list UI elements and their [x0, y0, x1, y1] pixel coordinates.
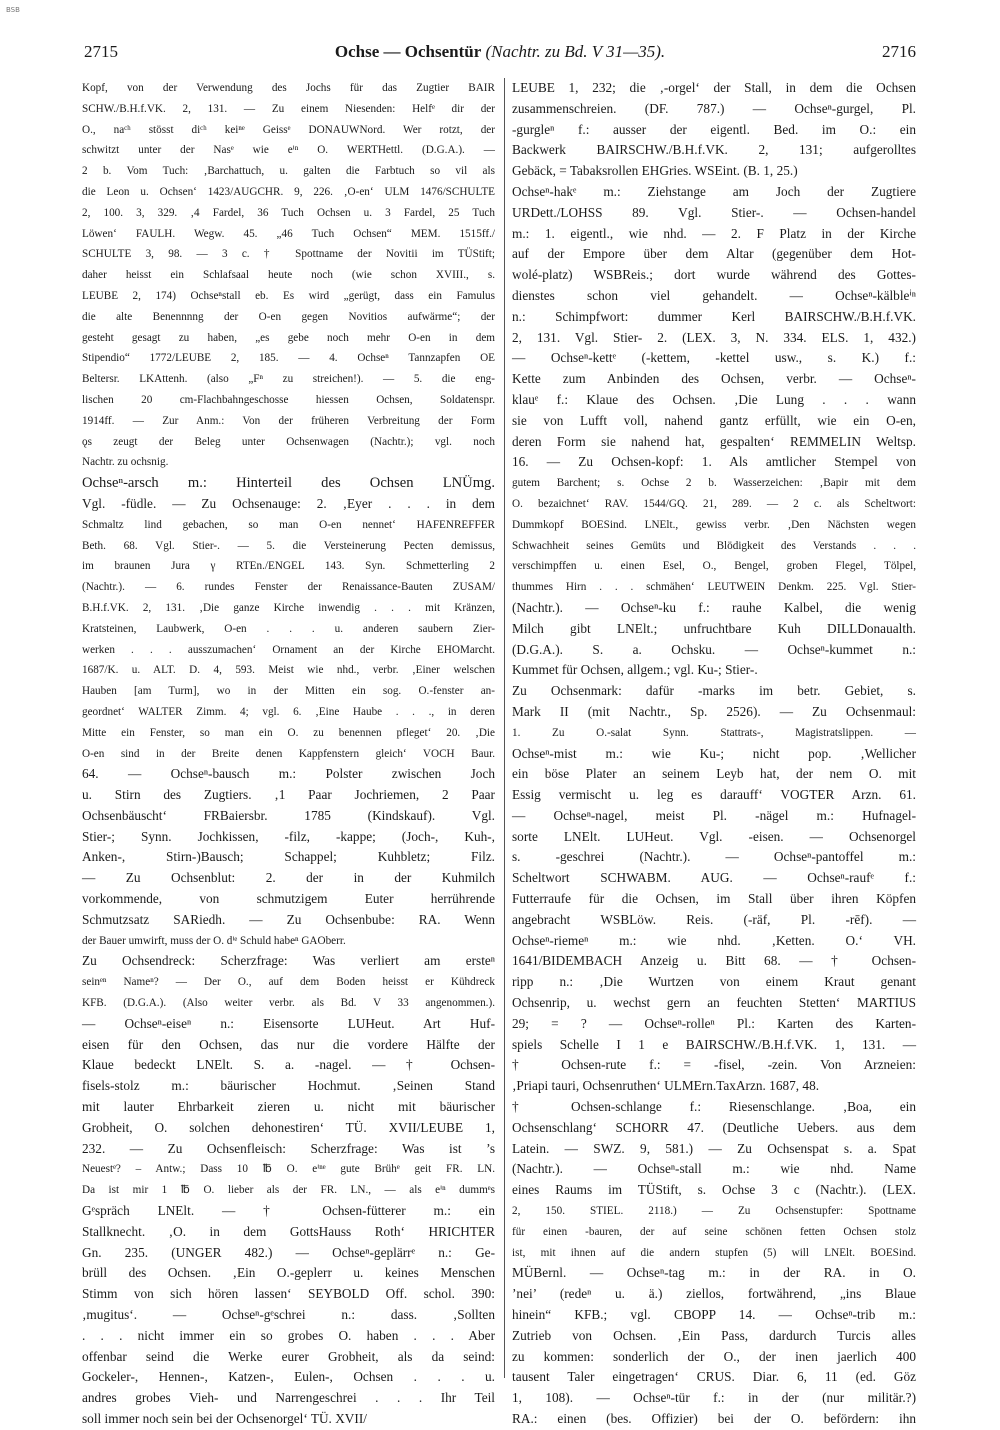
text-line: Kopf, von der Verwendung des Jochs für das Zugtier BAIR [82, 82, 495, 94]
text-line: andres grobes Vieh- und Narrengeschrei . . . Ihr Teil [82, 1390, 495, 1406]
text-line: — Ochseⁿ-nagel, meist Pl. -nägel m.: Hufnagel- [512, 807, 916, 823]
text-line: ǫs zeugt der Beleg unter Ochsenwagen (Nachtr.); vgl. noch [82, 435, 495, 448]
text-line: 1. Zu O.-salat Synn. Stattrats-, Magistratslippen. — [512, 726, 916, 739]
text-line: † Ochsen-schlange f.: Riesenschlange. ‚Boa, ein [512, 1099, 916, 1115]
text-line: mit lauter Ehrbarkeit zieren u. nicht mit bäurischer [82, 1099, 495, 1115]
text-line: Gebäck, = Tabaksrollen EHGries. WSEint. (B. 1, 25.) [512, 163, 798, 179]
text-line: hinein“ KFB.; vgl. CBOPP 14. — Ochseⁿ-trib m.: [512, 1307, 916, 1323]
text-line: Zutrieb von Ochsen. ‚Ein Pass, dardurch Turcis alles [512, 1327, 916, 1343]
text-line: angebracht WSBLöw. Reis. (-räf, Pl. -rēf). — [512, 911, 916, 927]
text-line: gutem Barchent; s. Ochse 2 b. Wasserzeichen: ‚Bapir mit dem [512, 477, 916, 490]
text-line: spiels Schelle I 1 e BAIRSCHW./B.H.f.VK. 1, 131. — [512, 1036, 916, 1052]
text-line: eines Raums im TÜStift, s. Ochse 3 c (Nachtr.). (LEX. [512, 1182, 916, 1198]
text-line: werken . . . ausszumachenʻ Ornament an der Kirche EHOMarcht. [82, 643, 495, 656]
text-line: deren Form sie nahend hat, gespaltenʻ REMMELIN Weltsp. [512, 433, 916, 449]
right-column [512, 78, 916, 1426]
text-line: Ochseⁿ-mist m.: wie Ku-; nicht pop. ‚Wellicher [512, 745, 916, 761]
text-line: O., naᶜʰ stösst diᶜʰ keiⁿᵉ Geissᵉ DONAUWNord. Wer rotzt, der [82, 123, 495, 136]
text-line: klauᵉ f.: Klaue des Ochsen. ‚Die Lung . . . wann [512, 391, 916, 407]
text-line: ripp n.: ‚Die Wurtzen von einem Kraut genant [512, 974, 916, 990]
text-line: Schmaltz lind gebachen, so man O-en nennetʻ HAFENREFFER [82, 518, 495, 531]
text-line: die alte Benennnng der O-en gegen Novitios aufwärme“; der [82, 310, 495, 323]
page-header [84, 42, 916, 66]
left-column [82, 78, 495, 1426]
text-line: Kratsteinen, Laubwerk, O-en . . . u. anderen saubern Zier- [82, 622, 495, 635]
text-line: — Ochseⁿ-eiseⁿ n.: Eisensorte LUHeut. Art Huf- [82, 1015, 495, 1031]
text-line: . . . nicht immer ein so grobes O. haben . . . Aber [82, 1327, 495, 1343]
text-line: Stier-; Synn. Jochkissen, -filz, -kappe; (Joch-, Kuh-, [82, 828, 495, 844]
text-line: im braunen Jura γ RTEn./ENGEL 143. Syn. Schmetterling 2 [82, 560, 495, 573]
text-line: wolé-platz) WSBReis.; dort wurde während des Gottes- [512, 267, 916, 283]
text-line: Vgl. -füdle. — Zu Ochsenauge: 2. ‚Eyer . . . in dem [82, 495, 495, 511]
text-line: ’nei’ (redeⁿ u. ä.) ziellos, fortwährend, „ins Blaue [512, 1286, 916, 1302]
text-line: geordnetʻ WALTER Zimm. 4; vgl. 6. ‚Eine Haube . . ., in deren [82, 705, 495, 718]
text-line: Anken-, Stirn-)Bausch; Schappel; Kuhbletz; Filz. [82, 849, 495, 865]
text-line: ‚mugitusʻ. — Ochseⁿ-gᵉschrei n.: dass. ‚Sollten [82, 1307, 495, 1323]
text-line: Kummet für Ochsen, allgem.; vgl. Ku-; Stier-. [512, 662, 758, 678]
text-line: soll immer noch sein bei der Ochsenorgelʻ TÜ. XVII/ [82, 1411, 367, 1426]
text-line: Zu Ochsenmark: dafür -marks im betr. Gebiet, s. [512, 683, 916, 699]
text-line: Mitte ein Fenster, so man ein O. zu benennen pflegetʻ 20. ‚Die [82, 726, 495, 739]
text-line: SCHW./B.H.f.VK. 2, 131. — Zu einem Niesenden: Helfᵉ dir der [82, 102, 495, 115]
text-line: Hauben [am Turm], wo in der Mitten ein sog. O.-fenster an- [82, 685, 495, 698]
text-line: offenbar seind die Werke eurer Grobheit, als da seind: [82, 1348, 495, 1364]
text-line: sie von Lufft voll, nahend gantz erfüllt, wie ein O-en, [512, 412, 916, 428]
text-line: Futterraufe für die Ochsen, im Stall über ihren Köpfen [512, 891, 916, 907]
text-line: Beth. 68. Vgl. Stier-. — 5. die Versteinerung Pecten demissus, [82, 539, 495, 552]
text-line: n.: Schimpfwort: dummer Kerl BAIRSCHW./B.H.f.VK. [512, 308, 916, 324]
text-line: Dummkopf BOESind. LNElt., gewiss verbr. ‚Den Nächsten wegen [512, 518, 916, 531]
text-line: Schmutzsatz SARiedh. — Zu Ochsenbube: RA. Wenn [82, 911, 495, 927]
text-line: MÜBernl. — Ochseⁿ-tag m.: in der RA. in O. [512, 1265, 916, 1281]
text-line: 29; = ? — Ochseⁿ-rolleⁿ Pl.: Karten des Karten- [512, 1015, 916, 1031]
text-line: 1641/BIDEMBACH Anzeig u. Bitt 68. — † Ochsen- [512, 953, 916, 969]
text-line: Nachtr. zu ochsnig. [82, 456, 169, 469]
text-line: u. Stirn des Zugtiers. ‚1 Paar Jochriemen, 2 Paar [82, 787, 495, 803]
text-line: B.H.f.VK. 2, 131. ‚Die ganze Kirche inwendig . . . mit Kränzen, [82, 601, 495, 614]
right-page-number: 2716 [882, 42, 916, 61]
text-line: 1914ff. — Zur Anm.: Von der früheren Verbreitung der Form [82, 414, 495, 427]
text-line: Ochsenschlangʻ SCHORR 47. (Deutliche Uebers. aus dem [512, 1119, 916, 1135]
running-title-reference: (Nachtr. zu Bd. V 31—35). [481, 42, 666, 61]
text-line: der Bauer umwirft, muss der O. dⁱᵉ Schuld habeⁿ GAOberr. [82, 934, 346, 947]
text-line: Latein. — SWZ. 9, 581.) — Zu Ochsenspat s. a. Spat [512, 1140, 916, 1156]
text-line: Kette zum Anbinden des Ochsen, verbr. — Ochseⁿ- [512, 371, 916, 387]
text-line: s. -geschrei (Nachtr.). — Ochseⁿ-pantoffel m.: [512, 849, 916, 865]
text-line: ist, mit ihnen auf die andern stupfen (5) will LNElt. BOESind. [512, 1246, 916, 1259]
text-line: † Ochsen-rute f.: = -fisel, -zein. Von Arzneien: [512, 1057, 916, 1073]
text-line: Ochseⁿ-hakᵉ m.: Ziehstange am Joch der Zugtiere [512, 183, 916, 199]
text-line: 2 b. Vom Tuch: ‚Barchattuch, u. galten die Farbtuch so vil als [82, 165, 495, 178]
column-divider [504, 78, 505, 1378]
text-line: SCHULTE 3, 98. — 3 c. † Spottname der Novitii im TÜStift; [82, 248, 495, 261]
text-line: verschimpffen u. einen Esel, O., Bengel, groben Flegel, Tölpel, [512, 560, 916, 573]
text-line: (Nachtr.). — Ochseⁿ-stall m.: wie nhd. Name [512, 1161, 916, 1177]
text-line: Gockeler-, Hennen-, Katzen-, Eulen-, Ochsen . . . u. [82, 1369, 495, 1385]
text-line: m.: 1. eigentl., wie nhd. — 2. F Platz in der Kirche [512, 225, 916, 241]
text-line: Ochsenbäuschtʻ FRBaiersbr. 1785 (Kindskauf). Vgl. [82, 807, 495, 823]
text-line: O-en sind in der Breite denen Kappfenstern gleichʻ VOCH Baur. [82, 747, 495, 760]
text-line: URDett./LOHSS 89. Vgl. Stier-. — Ochsen-handel [512, 204, 916, 220]
left-page-number: 2715 [84, 42, 118, 61]
text-line: Gᵉspräch LNElt. — † Ochsen-fütterer m.: ein [82, 1203, 495, 1219]
text-line: daher heisst ein Schlafsaal heute noch (wie schon XVIII., s. [82, 269, 495, 282]
text-line: die Leon u. Ochsenʻ 1423/AUGCHR. 9, 226. ‚O-enʻ ULM 1476/SCHULTE [82, 185, 495, 198]
text-line: sorte LNElt. LUHeut. Vgl. -eisen. — Ochsenorgel [512, 828, 916, 844]
text-line: tausent Taler eingetragenʻ CRUS. Diar. 6, 11 (ed. Göz [512, 1369, 916, 1385]
text-line: — Zu Ochsenblut: 2. der in der Kuhmilch [82, 870, 495, 886]
text-line: Löwenʻ FAULH. Wegw. 45. „46 Tuch Ochsen“ MEM. 1515ff./ [82, 227, 495, 240]
text-line: O. bezaichnetʻ RAV. 1544/GQ. 21, 289. — 2 c. als Scheltwort: [512, 497, 916, 510]
text-line: fisels-stolz m.: bäurischer Hochmut. ‚Seinen Stand [82, 1078, 495, 1094]
text-line: Klaue bedeckt LNElt. S. a. -nagel. — † Ochsen- [82, 1057, 495, 1073]
text-line: 64. — Ochseⁿ-bausch m.: Polster zwischen Joch [82, 766, 495, 782]
text-line: — Ochseⁿ-kettᵉ (-kettem, -kettel usw., s. K.) f.: [512, 350, 916, 366]
text-line: (Nachtr.). — 6. rundes Fenster der Renaissance-Bauten ZUSAM/ [82, 581, 495, 594]
text-line: zusammenschreien. (DF. 787.) — Ochseⁿ-gurgel, Pl. [512, 100, 916, 116]
text-line: Stimm von sich hören lassenʻ SEYBOLD Off. schol. 390: [82, 1286, 495, 1302]
text-line: Schwachheit seines Gemüts und Blödigkeit des Verstands . . . [512, 539, 916, 552]
text-line: Essig vermischt u. leg es darauffʻ VOGTER Arzn. 61. [512, 787, 916, 803]
text-line: Neuestᵉ? – Antw.; Dass 10 ℔ O. eⁱⁿᵉ gute Brühᵉ geit FR. LN. [82, 1163, 495, 1176]
text-line: Ochsenrip, u. wechst gern an feuchten Stettenʻ MARTIUS [512, 995, 916, 1011]
text-line: brüll des Ochsen. ‚Ein O.-geplerr u. keines Menschen [82, 1265, 495, 1281]
text-line: seinᵉⁿ Nameⁿ? — Der O., auf dem Boden heisst er Kühdreck [82, 976, 495, 989]
text-line: dienstes schon viel gehandelt. — Ochseⁿ-kälbleⁱⁿ [512, 287, 916, 303]
running-title-main: Ochse — Ochsentür [334, 42, 482, 61]
text-line: thummes Hirn . . . schmähenʻ LEUTWEIN Denkm. 225. Vgl. Stier- [512, 581, 916, 594]
text-line: Beltersr. LKAttenh. (also „Fⁿ zu streichen!). — 5. die eng- [82, 373, 495, 386]
text-line: 1, 108). — Ochseⁿ-tür f.: in der (nur militär.?) [512, 1390, 916, 1406]
text-line: Gn. 235. (UNGER 482.) — Ochseⁿ-geplärrᵉ n.: Ge- [82, 1244, 495, 1260]
text-line: eisen für den Ochsen, das nur die vordere Hälfte der [82, 1036, 495, 1052]
text-line: zu kommen: sonderlich der O., der inen jaerlich 400 [512, 1348, 916, 1364]
text-line: gesteht gesagt zu haben, „es gebe noch mehr O-en in dem [82, 331, 495, 344]
text-line: vorkommende, von schmutzigem Euter herrührende [82, 891, 495, 907]
text-line: 1687/K. u. ALT. D. 4, 593. Meist wie nhd., verbr. ‚Einer welschen [82, 664, 495, 677]
text-line: 2, 131. Vgl. Stier- 2. (LEX. 3, N. 334. ELS. 1, 432.) [512, 329, 916, 345]
text-line: 2, 100. 3, 329. ‚4 Fardel, 36 Tuch Ochsen u. 3 Fardel, 25 Tuch [82, 206, 495, 219]
library-stamp: BSB [6, 6, 20, 14]
text-line: Ochseⁿ-riemeⁿ m.: wie nhd. ‚Ketten. O.ʻ VH. [512, 932, 916, 948]
text-line: RA.: einen (bes. Offizier) bei der O. befördern: ihn [512, 1411, 916, 1426]
text-line: -gurgleⁿ f.: ausser der eigentl. Bed. im O.: ein [512, 121, 916, 137]
text-line: für einen -bauren, der auf seine schönen fetten Ochsen stolz [512, 1225, 916, 1238]
text-line: Milch gibt LNElt.; unfruchtbare Kuh DILLDonaualth. [512, 620, 916, 636]
text-line: 16. — Zu Ochsen-kopf: 1. Als amtlicher Stempel von [512, 454, 916, 470]
text-line: Ochseⁿ-arsch m.: Hinterteil des Ochsen LNÜmg. [82, 475, 495, 492]
text-line: Zu Ochsendreck: Scherzfrage: Was verliert am ersteⁿ [82, 953, 495, 969]
text-line: Stallknecht. ‚O. in dem GottsHauss Rothʻ HRICHTER [82, 1223, 495, 1239]
text-line: Stipendio“ 1772/LEUBE 2, 185. — 4. Ochseⁿ Tannzapfen OE [82, 352, 495, 365]
text-line: Backwerk BAIRSCHW./B.H.f.VK. 2, 131; aufgerolltes [512, 142, 916, 158]
text-line: Da ist mir 1 ℔ O. lieber als der FR. LN., — als eⁱⁿ dummᵉs [82, 1184, 495, 1197]
text-line: (D.G.A.). S. a. Ochsku. — Ochseⁿ-kummet n.: [512, 641, 916, 657]
text-line: lischen 20 cm-Flachbahngeschosse hiessen Ochsen, Soldatenspr. [82, 393, 495, 406]
text-line: Grobheit, O. solchen dehonestirenʻ TÜ. XVII/LEUBE 1, [82, 1119, 495, 1135]
text-line: Mark II (mit Nachtr., Sp. 2526). — Zu Ochsenmaul: [512, 703, 916, 719]
text-line: 2, 150. STIEL. 2118.) — Zu Ochsenstupfer: Spottname [512, 1205, 916, 1218]
text-line: auf der Empore über dem Altar (gegenüber dem Hot- [512, 246, 916, 262]
text-line: (Nachtr.). — Ochseⁿ-ku f.: rauhe Kalbel, die wenig [512, 599, 916, 615]
running-title [84, 42, 916, 62]
text-line: LEUBE 2, 174) Ochseⁿstall eb. Es wird „gerügt, dass ein Famulus [82, 289, 495, 302]
text-line: Scheltwort SCHWABM. AUG. — Ochseⁿ-raufᵉ f.: [512, 870, 916, 886]
text-line: 232. — Zu Ochsenfleisch: Scherzfrage: Was ist ’s [82, 1140, 495, 1156]
text-line: ein böse Plater an seinem Leyb hat, der nem O. mit [512, 766, 916, 782]
text-line: ‚Priapi tauri, Ochsenruthenʻ ULMErn.TaxArzn. 1687, 48. [512, 1078, 820, 1094]
text-line: schwitzt unter der Nasᵉ wie eⁱⁿ O. WERTHettl. (D.G.A.). — [82, 144, 495, 157]
text-line: KFB. (D.G.A.). (Also weiter verbr. als Bd. V 33 angenommen.). [82, 997, 495, 1010]
text-line: LEUBE 1, 232; die ‚-orgelʻ der Stall, in dem die Ochsen [512, 80, 916, 95]
